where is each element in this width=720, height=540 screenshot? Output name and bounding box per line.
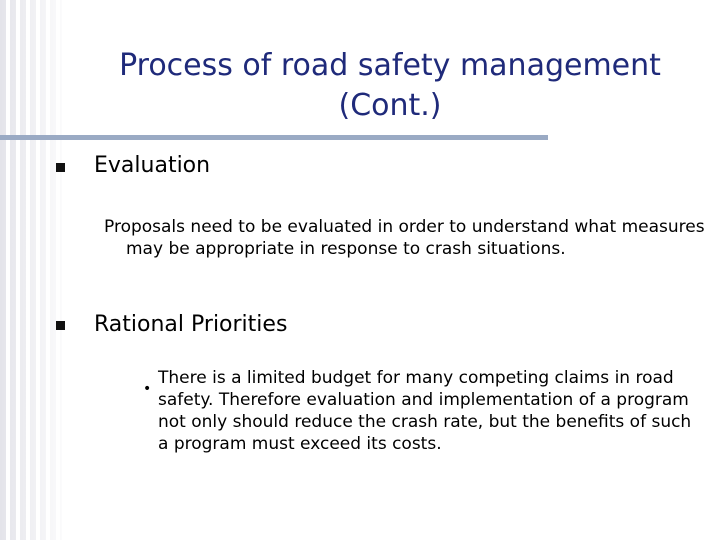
dot-bullet-icon: • — [143, 381, 152, 397]
slide-title: Process of road safety management (Cont.) — [119, 48, 661, 123]
rational-priorities-paragraph: There is a limited budget for many competing claims in road safety. Therefore evaluation and implementation of a program not only should reduce the crash rate, but the benefits of such a program must exceed its costs. — [158, 368, 692, 454]
title-divider — [0, 135, 548, 140]
square-bullet-icon — [56, 163, 65, 172]
heading-evaluation: Evaluation — [94, 153, 211, 178]
stripe-fade — [0, 0, 62, 540]
heading-rational-priorities: Rational Priorities — [94, 312, 288, 337]
square-bullet-icon — [56, 321, 65, 330]
evaluation-paragraph: Proposals need to be evaluated in order to understand what measures may be appropriate in response to crash situations. — [104, 217, 705, 259]
